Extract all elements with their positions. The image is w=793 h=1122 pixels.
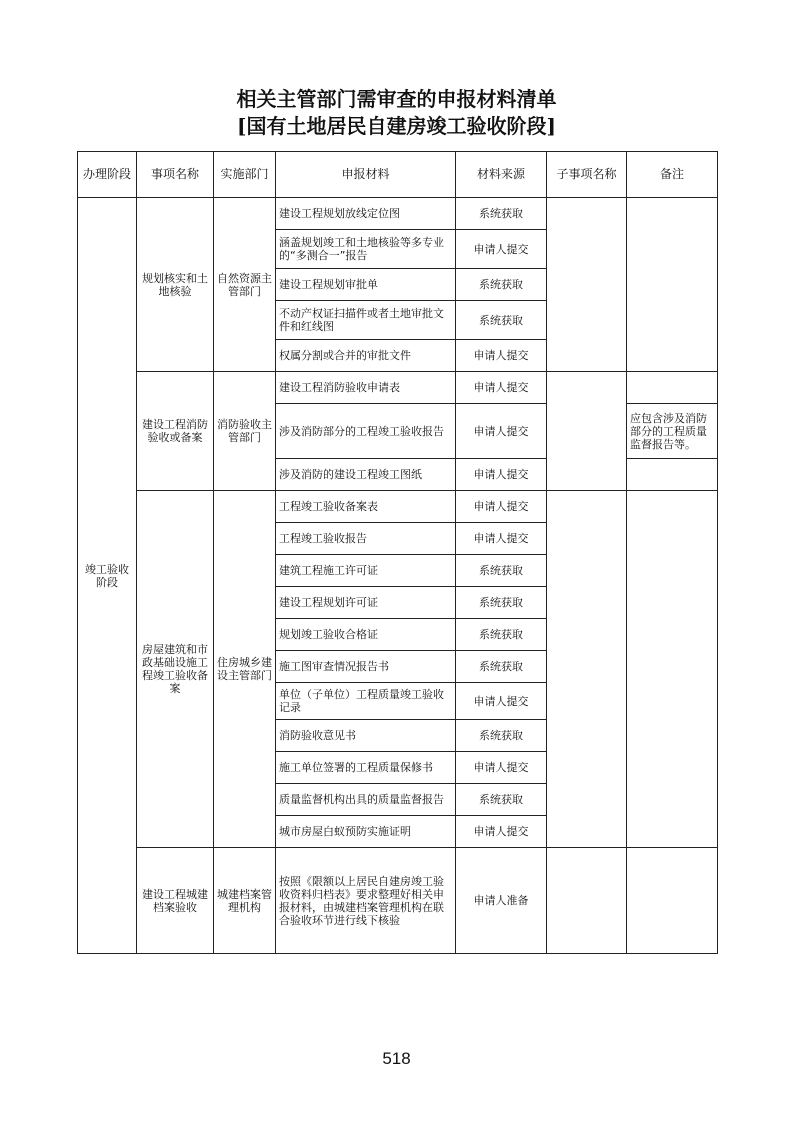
page-number: 518 bbox=[382, 1049, 411, 1068]
material-cell: 建设工程规划审批单 bbox=[276, 269, 456, 301]
material-cell: 质量监督机构出具的质量监督报告 bbox=[276, 784, 456, 816]
material-cell: 建设工程规划放线定位图 bbox=[276, 198, 456, 230]
material-cell: 工程竣工验收备案表 bbox=[276, 491, 456, 523]
material-cell: 施工图审查情况报告书 bbox=[276, 651, 456, 683]
material-cell: 建设工程规划许可证 bbox=[276, 587, 456, 619]
material-cell: 建设工程消防验收申请表 bbox=[276, 372, 456, 404]
remark-cell: 应包含涉及消防部分的工程质量监督报告等。 bbox=[627, 404, 718, 459]
table-header-row bbox=[78, 152, 718, 198]
material-cell: 施工单位签署的工程质量保修书 bbox=[276, 752, 456, 784]
source-cell: 申请人提交 bbox=[456, 816, 547, 848]
table-row bbox=[78, 848, 718, 954]
material-cell: 建筑工程施工许可证 bbox=[276, 555, 456, 587]
dept-cell: 自然资源主管部门 bbox=[214, 198, 276, 372]
remark-cell bbox=[627, 198, 718, 372]
dept-cell: 住房城乡建设主管部门 bbox=[214, 491, 276, 848]
subitem-cell bbox=[547, 372, 627, 491]
material-cell: 权属分割或合并的审批文件 bbox=[276, 340, 456, 372]
material-cell: 消防验收意见书 bbox=[276, 720, 456, 752]
remark-cell bbox=[627, 848, 718, 954]
subitem-cell bbox=[547, 198, 627, 372]
stage-cell: 竣工验收阶段 bbox=[78, 198, 137, 954]
page-title: 相关主管部门需审查的申报材料清单 bbox=[236, 87, 557, 111]
item-cell: 建设工程消防验收或备案 bbox=[137, 372, 214, 491]
source-cell: 系统获取 bbox=[456, 720, 547, 752]
item-cell: 规划核实和土地核验 bbox=[137, 198, 214, 372]
item-cell: 建设工程城建档案验收 bbox=[137, 848, 214, 954]
item-cell: 房屋建筑和市政基础设施工程竣工验收备案 bbox=[137, 491, 214, 848]
col-header-remark: 备注 bbox=[627, 152, 718, 198]
col-header-dept: 实施部门 bbox=[214, 152, 276, 198]
source-cell: 系统获取 bbox=[456, 651, 547, 683]
table-row bbox=[78, 372, 718, 404]
col-header-item: 事项名称 bbox=[137, 152, 214, 198]
material-cell: 按照《限额以上居民自建房竣工验收资料归档表》要求整理好相关申报材料，由城建档案管理机构在联合验收环节进行线下核验 bbox=[276, 848, 456, 954]
source-cell: 申请人提交 bbox=[456, 752, 547, 784]
source-cell: 申请人提交 bbox=[456, 404, 547, 459]
col-header-subitem: 子事项名称 bbox=[547, 152, 627, 198]
source-cell: 申请人提交 bbox=[456, 683, 547, 720]
material-cell: 不动产权证扫描件或者土地审批文件和红线图 bbox=[276, 301, 456, 340]
source-cell: 申请人提交 bbox=[456, 523, 547, 555]
remark-cell bbox=[627, 491, 718, 848]
table-row bbox=[78, 491, 718, 523]
source-cell: 申请人提交 bbox=[456, 340, 547, 372]
material-cell: 工程竣工验收报告 bbox=[276, 523, 456, 555]
dept-cell: 城建档案管理机构 bbox=[214, 848, 276, 954]
source-cell: 系统获取 bbox=[456, 198, 547, 230]
subitem-cell bbox=[547, 848, 627, 954]
col-header-source: 材料来源 bbox=[456, 152, 547, 198]
subitem-cell bbox=[547, 491, 627, 848]
source-cell: 系统获取 bbox=[456, 269, 547, 301]
material-cell: 涉及消防的建设工程竣工图纸 bbox=[276, 459, 456, 491]
source-cell: 申请人提交 bbox=[456, 230, 547, 269]
remark-cell bbox=[627, 459, 718, 491]
materials-table bbox=[77, 151, 718, 954]
page-subtitle: [国有土地居民自建房竣工验收阶段] bbox=[237, 114, 556, 138]
dept-cell: 消防验收主管部门 bbox=[214, 372, 276, 491]
source-cell: 系统获取 bbox=[456, 619, 547, 651]
source-cell: 系统获取 bbox=[456, 587, 547, 619]
source-cell: 系统获取 bbox=[456, 784, 547, 816]
material-cell: 涉及消防部分的工程竣工验收报告 bbox=[276, 404, 456, 459]
material-cell: 城市房屋白蚁预防实施证明 bbox=[276, 816, 456, 848]
remark-cell bbox=[627, 372, 718, 404]
source-cell: 申请人准备 bbox=[456, 848, 547, 954]
source-cell: 申请人提交 bbox=[456, 372, 547, 404]
source-cell: 申请人提交 bbox=[456, 459, 547, 491]
col-header-materials: 申报材料 bbox=[276, 152, 456, 198]
source-cell: 申请人提交 bbox=[456, 491, 547, 523]
source-cell: 系统获取 bbox=[456, 555, 547, 587]
material-cell: 涵盖规划竣工和土地核验等多专业的“多测合一”报告 bbox=[276, 230, 456, 269]
material-cell: 规划竣工验收合格证 bbox=[276, 619, 456, 651]
material-cell: 单位（子单位）工程质量竣工验收记录 bbox=[276, 683, 456, 720]
col-header-stage: 办理阶段 bbox=[78, 152, 137, 198]
table-row bbox=[78, 198, 718, 230]
source-cell: 系统获取 bbox=[456, 301, 547, 340]
